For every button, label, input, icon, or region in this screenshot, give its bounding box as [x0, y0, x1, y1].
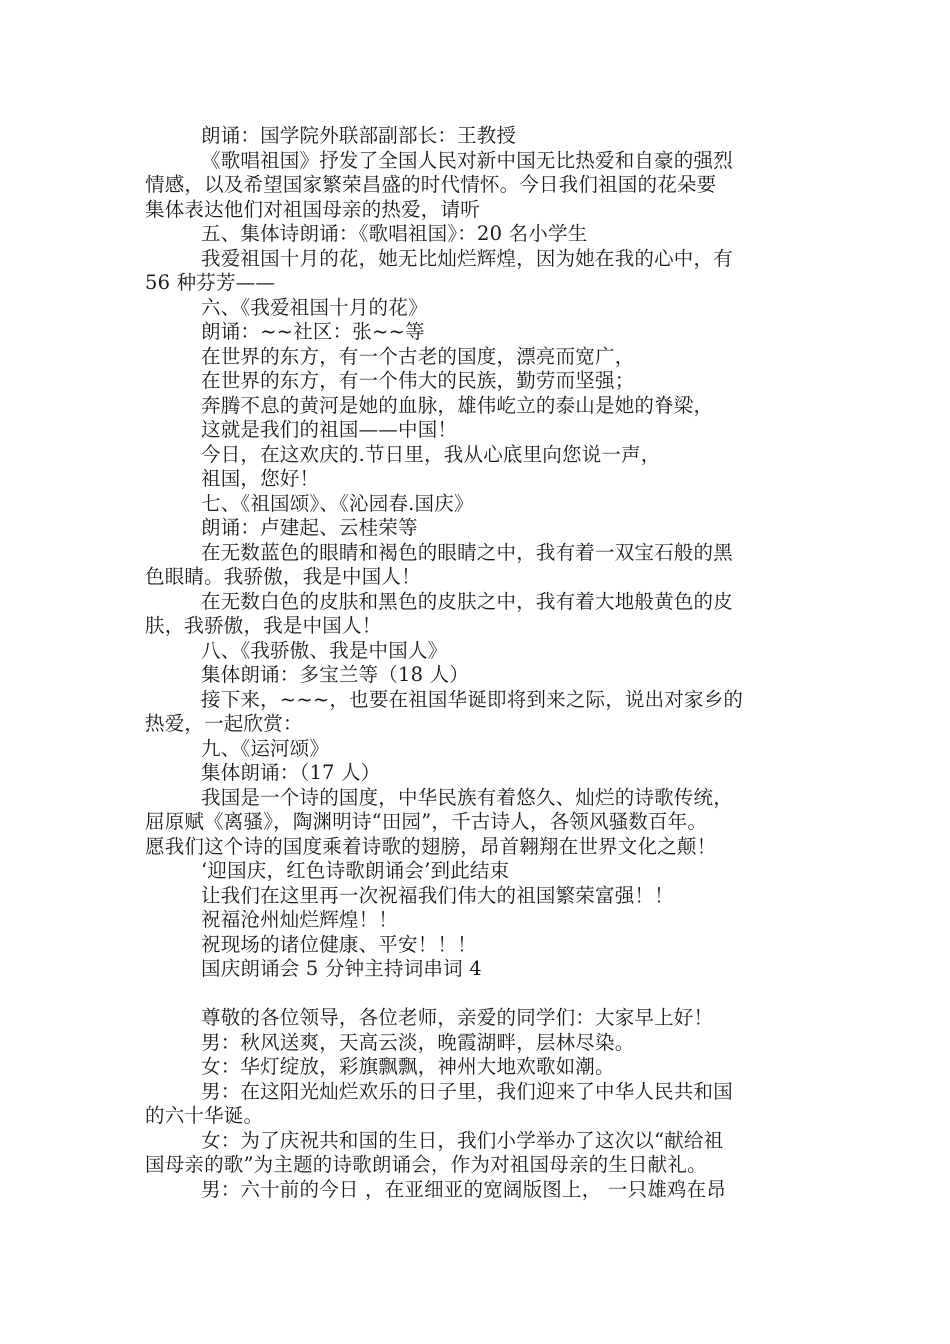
text-line: 八、《我骄傲、我是中国人》 [201, 638, 448, 662]
text-line: 这就是我们的祖国——中国！ [201, 418, 458, 441]
text-line: 肤，我骄傲，我是中国人！ [145, 614, 382, 637]
text-line: 情感，以及希望国家繁荣昌盛的时代情怀。今日我们祖国的花朵要 [145, 173, 717, 196]
text-line: 男：六十前的今日 ，在亚细亚的宽阔版图上， 一只雄鸡在昂 [201, 1177, 726, 1201]
text-line: 的六十华诞。 [145, 1104, 264, 1127]
text-line: 女：为了庆祝共和国的生日，我们小学举办了这次以“献给祖 [201, 1128, 724, 1152]
text-line: 我爱祖国十月的花，她无比灿烂辉煌，因为她在我的心中，有 [201, 246, 733, 270]
text-line: 接下来，~~~，也要在祖国华诞即将到来之际，说出对家乡的 [201, 687, 744, 711]
text-line: 男：在这阳光灿烂欢乐的日子里，我们迎来了中华人民共和国 [201, 1079, 733, 1103]
document-body [145, 124, 810, 1202]
text-line: 在无数蓝色的眼睛和褐色的眼睛之中，我有着一双宝石般的黑 [201, 540, 733, 564]
text-line: 集体朗诵：多宝兰等（18 人） [201, 663, 470, 686]
text-line: 热爱，一起欣赏： [145, 712, 303, 735]
text-line: 屈原赋《离骚》，陶渊明诗“田园”，千古诗人，各领风骚数百年。 [145, 810, 708, 833]
text-line: 《歌唱祖国》抒发了全国人民对新中国无比热爱和自豪的强烈 [201, 148, 733, 172]
text-line: 男：秋风送爽，天高云淡，晚霞湖畔，层林尽染。 [201, 1030, 635, 1054]
text-line: 奔腾不息的黄河是她的血脉，雄伟屹立的泰山是她的脊梁， [201, 393, 714, 417]
text-line: 祝福沧州灿烂辉煌！！ [201, 908, 399, 931]
text-line: 七、《祖国颂》、《沁园春.国庆》 [201, 491, 474, 515]
text-line: 尊敬的各位领导，各位老师，亲爱的同学们：大家早上好！ [201, 1006, 714, 1029]
text-line: 在无数白色的皮肤和黑色的皮肤之中，我有着大地般黄色的皮 [201, 589, 733, 613]
text-line: 祖国，您好！ [201, 467, 320, 490]
text-line: 六、《我爱祖国十月的花》 [201, 295, 428, 319]
text-line: 朗诵：国学院外联部副部长：王教授 [201, 124, 517, 147]
text-line: 朗诵：卢建起、云桂荣等 [201, 516, 418, 539]
text-line: 在世界的东方，有一个古老的国度，漂亮而宽广， [201, 344, 635, 368]
text-line: 今日，在这欢庆的.节日里，我从心底里向您说一声， [201, 442, 661, 466]
text-line: 朗诵：~~社区：张~~等 [201, 320, 425, 343]
text-line: 我国是一个诗的国度，中华民族有着悠久、灿烂的诗歌传统， [201, 785, 733, 809]
blank-line [145, 982, 810, 1007]
text-line: 祝现场的诸位健康、平安！！！ [201, 932, 477, 956]
text-line: 五、集体诗朗诵：《歌唱祖国》：20 名小学生 [201, 222, 588, 245]
text-line: 国庆朗诵会 5 分钟主持词串词 4 [201, 957, 482, 980]
text-line: ‘迎国庆，红色诗歌朗诵会’到此结束 [201, 859, 510, 882]
text-line: 国母亲的歌”为主题的诗歌朗诵会，作为对祖国母亲的生日献礼。 [145, 1153, 707, 1176]
text-line: 女：华灯绽放，彩旗飘飘，神州大地欢歌如潮。 [201, 1055, 615, 1078]
text-line: 让我们在这里再一次祝福我们伟大的祖国繁荣富强！！ [201, 883, 674, 907]
text-line: 56 种芬芳—— [145, 271, 276, 294]
text-line: 集体朗诵：（17 人） [201, 761, 381, 784]
text-line: 在世界的东方，有一个伟大的民族，勤劳而坚强； [201, 369, 635, 392]
text-line: 愿我们这个诗的国度乘着诗歌的翅膀，昂首翱翔在世界文化之颠！ [145, 834, 717, 858]
text-line: 集体表达他们对祖国母亲的热爱，请听 [145, 197, 480, 221]
text-line: 色眼睛。我骄傲，我是中国人！ [145, 565, 421, 588]
text-line: 九、《运河颂》 [201, 736, 330, 760]
